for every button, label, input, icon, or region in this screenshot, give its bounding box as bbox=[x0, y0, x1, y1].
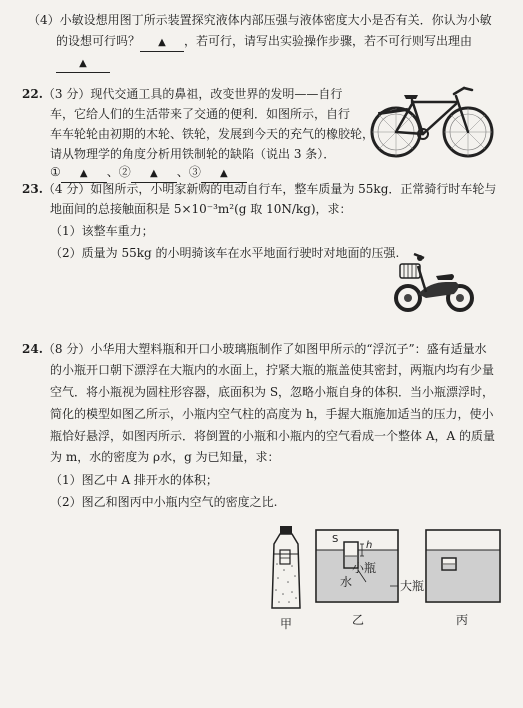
q22-line4: 请从物理学的角度分析用铁制轮的缺陷（说出 3 条）． bbox=[50, 147, 336, 161]
figure-label-small-bottle: 小瓶 bbox=[352, 561, 377, 575]
q23-line1-text: （4 分）如图所示，小明家新购的电动自行车，整车质量为 55kg．正常骑行时车轮与 bbox=[42, 182, 497, 196]
q24-line4: 简化的模型如图乙所示，小瓶内空气柱的高度为 h，手握大瓶施加适当的压力，使小 bbox=[50, 407, 494, 421]
option-1-label: ① bbox=[50, 165, 61, 179]
q23-line1 bbox=[22, 181, 496, 197]
question-number: 23. bbox=[22, 182, 43, 196]
figure-label-water: 水 bbox=[340, 575, 353, 589]
q22-line1-text: （3 分）现代交通工具的鼻祖，改变世界的发明——自行 bbox=[42, 87, 343, 101]
q24-line3: 空气．将小瓶视为圆柱形容器，底面积为 S，忽略小瓶自身的体积．当小瓶漂浮时， bbox=[50, 385, 495, 399]
q24-line6: 为 m，水的密度为 ρ水，g 为已知量，求： bbox=[50, 450, 280, 464]
answer-blank: ▲ bbox=[158, 37, 166, 48]
q23-sub1: （1）该整车重力； bbox=[50, 224, 154, 238]
figure-label-bing: 丙 bbox=[456, 613, 469, 627]
option-2-label: ② bbox=[118, 165, 131, 179]
question-number: 22. bbox=[22, 87, 43, 101]
figure-label-yi: 乙 bbox=[352, 613, 365, 627]
q21-4-line2-text: 的设想可行吗？ bbox=[56, 34, 141, 48]
figure-label-big-bottle: 大瓶 bbox=[400, 579, 425, 593]
figure-bing-model bbox=[424, 528, 504, 604]
q23-sub2: （2）质量为 55kg 的小明骑该车在水平地面行驶时对地面的压强. bbox=[50, 246, 400, 260]
q24-sub1: （1）图乙中 A 排开水的体积； bbox=[50, 473, 218, 487]
q22-options: ① ▲ 、② ▲ 、③ ▲ bbox=[50, 164, 247, 183]
answer-blank: ▲ bbox=[219, 168, 228, 179]
q24-line2: 的小瓶开口朝下漂浮在大瓶内的水面上，拧紧大瓶的瓶盖使其密封，两瓶内均有少量 bbox=[50, 363, 495, 377]
q21-4-line3 bbox=[56, 54, 110, 73]
answer-blank: ▲ bbox=[79, 168, 88, 179]
answer-blank: ▲ bbox=[79, 58, 87, 69]
bicycle-illustration bbox=[368, 80, 498, 162]
question-number: 24. bbox=[22, 342, 43, 356]
figure-jia-bottle bbox=[264, 524, 308, 614]
q21-4-line1: （4）小敏设想用图丁所示装置探究液体内部压强与液体密度大小是否有关．你认为小敏 bbox=[28, 13, 492, 27]
q22-line2: 车，它给人们的生活带来了交通的便利．如图所示，自行 bbox=[50, 107, 351, 121]
q21-4-line2b-text: ，若可行，请写出实验操作步骤，若不可行则写出理由 bbox=[184, 34, 473, 48]
q22-line3: 车车轮轮由初期的木轮、铁轮，发展到今天的充气的橡胶轮， bbox=[50, 127, 375, 141]
q24-line1 bbox=[22, 341, 487, 357]
figure-label-jia: 甲 bbox=[280, 617, 293, 631]
q24-line1-text: （8 分）小华用大塑料瓶和开口小玻璃瓶制作了如图甲所示的“浮沉子”：盛有适量水 bbox=[42, 342, 487, 356]
q24-line5: 瓶恰好悬浮，如图丙所示．将倒置的小瓶和小瓶内的空气看成一个整体 A，A 的质量 bbox=[50, 429, 495, 443]
q24-sub2: （2）图乙和图丙中小瓶内空气的密度之比. bbox=[50, 495, 278, 509]
option-3-label: ③ bbox=[188, 165, 201, 179]
electric-bike-illustration bbox=[392, 246, 478, 314]
figure-label-h: h bbox=[366, 540, 373, 551]
q23-line2: 地面间的总接触面积是 5×10⁻³m²(g 取 10N/kg)，求： bbox=[50, 202, 352, 216]
q22-line1 bbox=[22, 86, 342, 102]
answer-blank: ▲ bbox=[149, 168, 158, 179]
q21-4-line2 bbox=[56, 33, 472, 52]
figure-label-s: S bbox=[332, 534, 339, 545]
